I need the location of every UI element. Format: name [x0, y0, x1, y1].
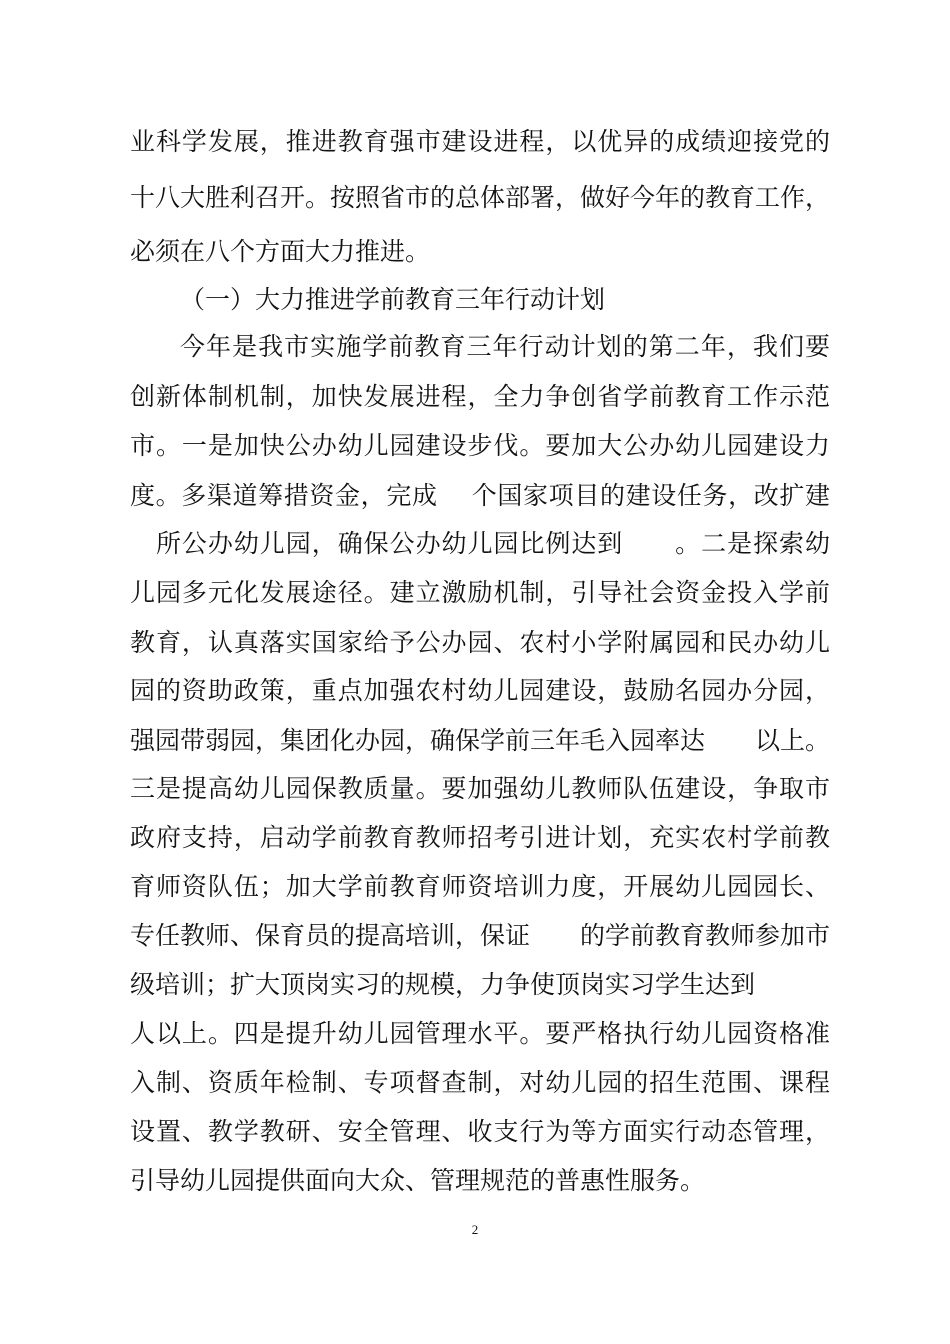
paragraph-line: 育师资队伍；加大学前教育师资培训力度，开展幼儿园园长、: [130, 872, 830, 901]
paragraph-line: 创新体制机制，加快发展进程，全力争创省学前教育工作示范: [130, 382, 830, 411]
paragraph-line: 入制、资质年检制、专项督查制，对幼儿园的招生范围、课程: [130, 1068, 830, 1097]
paragraph-line: 人以上。四是提升幼儿园管理水平。要严格执行幼儿园资格准: [130, 1019, 830, 1048]
paragraph-line: 设置、教学教研、安全管理、收支行为等方面实行动态管理，: [130, 1117, 830, 1146]
paragraph-line: 引导幼儿园提供面向大众、管理规范的普惠性服务。: [130, 1166, 706, 1195]
paragraph-line: 政府支持，启动学前教育教师招考引进计划，充实农村学前教: [130, 823, 830, 852]
paragraph-line: 所公办幼儿园，确保公办幼儿园比例达到 。二是探索幼: [130, 529, 830, 558]
paragraph-line: 级培训；扩大顶岗实习的规模，力争使顶岗实习学生达到: [130, 970, 806, 999]
paragraph-line: 儿园多元化发展途径。建立激励机制，引导社会资金投入学前: [130, 578, 830, 607]
paragraph-line: 度。多渠道筹措资金，完成 个国家项目的建设任务，改扩建: [130, 481, 830, 510]
section-heading: （一）大力推进学前教育三年行动计划: [180, 285, 606, 314]
paragraph-line: 专任教师、保育员的提高培训，保证 的学前教育教师参加市: [130, 921, 831, 950]
paragraph-line: 十八大胜利召开。按照省市的总体部署，做好今年的教育工作，: [130, 183, 831, 212]
paragraph-line: 三是提高幼儿园保教质量。要加强幼儿教师队伍建设，争取市: [130, 774, 830, 803]
paragraph-line: 业科学发展，推进教育强市建设进程，以优异的成绩迎接党的: [130, 127, 830, 156]
paragraph-line: 教育，认真落实国家给予公办园、农村小学附属园和民办幼儿: [130, 628, 830, 657]
page-number: 2: [471, 1222, 479, 1237]
paragraph-line: 今年是我市实施学前教育三年行动计划的第二年，我们要: [180, 332, 830, 361]
paragraph-line: 市。一是加快公办幼儿园建设步伐。要加大公办幼儿园建设力: [130, 431, 830, 460]
paragraph-line: 必须在八个方面大力推进。: [130, 237, 431, 266]
paragraph-line: 强园带弱园，集团化办园，确保学前三年毛入园率达 以上。: [130, 726, 831, 755]
paragraph-line: 园的资助政策，重点加强农村幼儿园建设，鼓励名园办分园，: [130, 676, 830, 705]
